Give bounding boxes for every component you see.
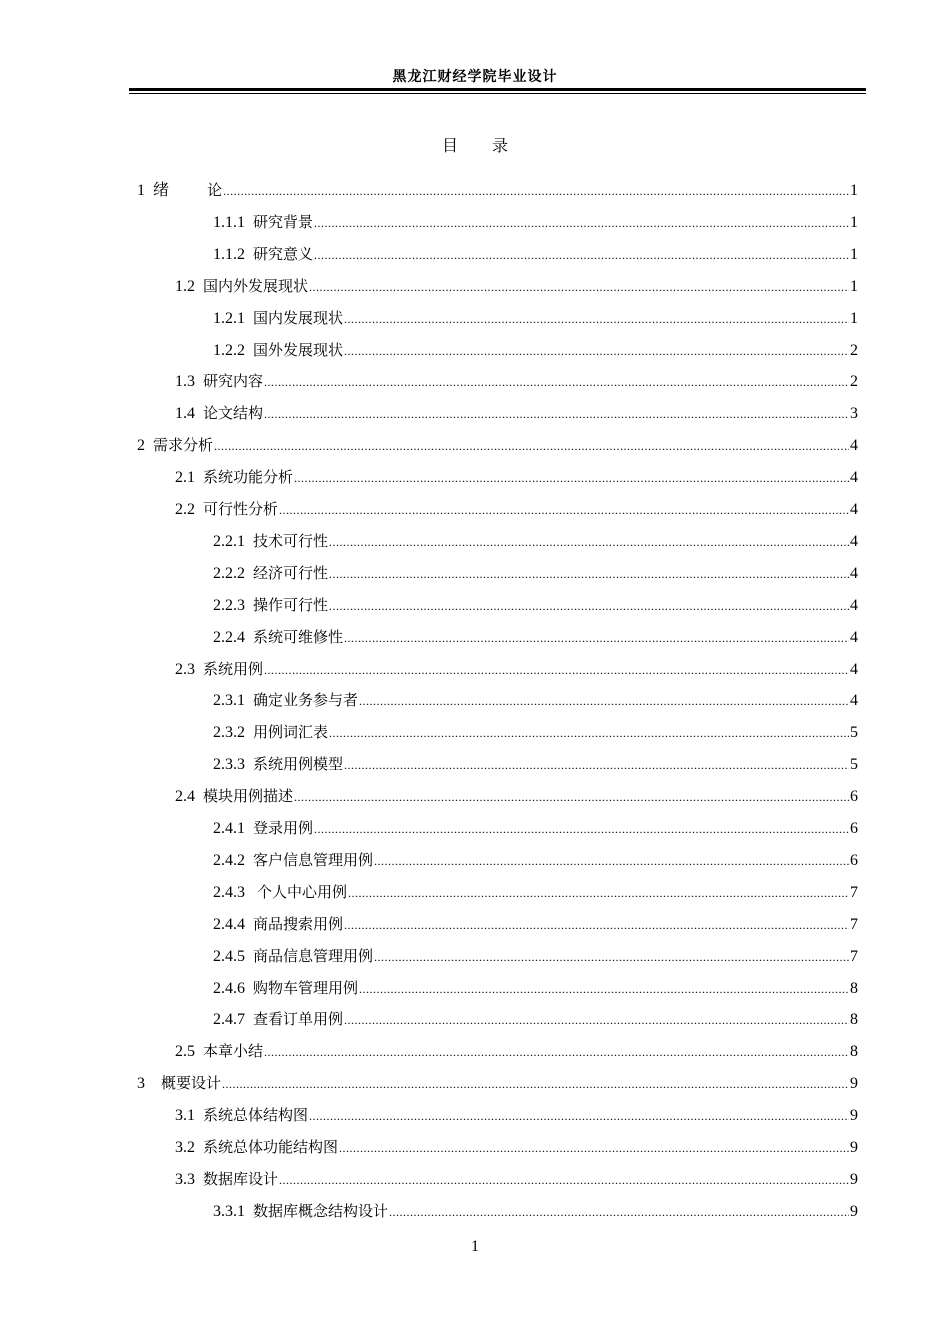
toc-entry-number: 1 绪 — [137, 182, 170, 199]
toc-entry-title: 购物车管理用例 — [253, 978, 359, 997]
toc-entry[interactable] — [175, 1103, 858, 1127]
toc-entry[interactable] — [213, 1007, 858, 1031]
toc-entry-number: 3.3.1 — [213, 1202, 253, 1220]
toc-entry-title: 操作可行性 — [253, 595, 329, 614]
toc-entry-title: 研究内容 — [203, 372, 264, 391]
toc-entry[interactable] — [175, 497, 858, 521]
toc-dot-leader — [344, 307, 849, 331]
toc-entry-page: 9 — [850, 1170, 858, 1188]
toc-dot-leader — [374, 849, 849, 873]
toc-dot-leader — [294, 466, 849, 490]
toc-entry-page: 7 — [850, 883, 858, 901]
toc-entry[interactable] — [213, 625, 858, 649]
toc-entry-title: 商品搜索用例 — [253, 914, 344, 933]
toc-entry-page: 5 — [850, 756, 858, 774]
toc-dot-leader — [279, 1168, 849, 1192]
toc-entry-title: 数据库设计 — [203, 1169, 279, 1188]
toc-entry-page: 4 — [850, 628, 858, 646]
toc-entry-number: 1.2.2 — [213, 341, 253, 359]
toc-entry-page: 9 — [850, 1075, 858, 1093]
toc-entry-number: 3 — [137, 1075, 161, 1093]
toc-entry-page: 1 — [850, 309, 858, 327]
toc-entry-title: 经济可行性 — [253, 563, 329, 582]
toc-entry-number: 2.4.6 — [213, 979, 253, 997]
toc-entry-title: 系统可维修性 — [253, 627, 344, 646]
toc-dot-leader — [329, 562, 849, 586]
toc-dot-leader — [264, 1040, 849, 1064]
toc-entry-page: 4 — [850, 532, 858, 550]
toc-entry-number: 2 — [137, 437, 153, 455]
toc-dot-leader — [359, 977, 849, 1001]
toc-entry-number: 2.4 — [175, 788, 203, 806]
toc-entry-title: 概要设计 — [161, 1074, 222, 1093]
toc-dot-leader — [374, 945, 849, 969]
toc-entry-number: 2.3 — [175, 660, 203, 678]
toc-entry[interactable] — [213, 688, 858, 712]
toc-entry-page: 4 — [850, 501, 858, 518]
toc-entry-number: 2.3.3 — [213, 756, 253, 774]
toc-entry[interactable] — [175, 1135, 858, 1159]
toc-entry-page: 9 — [850, 1107, 858, 1125]
toc-dot-leader — [344, 339, 849, 363]
toc-entry[interactable] — [213, 210, 858, 234]
toc-entry[interactable] — [213, 338, 858, 362]
toc-dot-leader — [329, 721, 849, 745]
toc-entry-title: 论 — [169, 181, 223, 199]
toc-entry-number: 2.4.7 — [213, 1011, 253, 1029]
toc-entry[interactable] — [213, 529, 858, 553]
toc-entry-page: 1 — [850, 245, 858, 263]
toc-entry-number: 2.2.1 — [213, 532, 253, 550]
toc-dot-leader — [264, 402, 849, 426]
toc-entry-page: 6 — [850, 851, 858, 869]
toc-entry-number: 1.2.1 — [213, 309, 253, 327]
toc-dot-leader — [344, 626, 849, 650]
toc-entry-page: 8 — [850, 1043, 858, 1061]
toc-entry-title: 系统用例 — [203, 659, 264, 678]
toc-dot-leader — [264, 370, 849, 394]
toc-entry[interactable] — [213, 1199, 858, 1223]
toc-entry-title: 系统用例模型 — [253, 755, 344, 774]
toc-entry-title: 本章小结 — [203, 1042, 264, 1061]
toc-entry-number: 1.2 — [175, 277, 203, 295]
toc-entry-page: 1 — [850, 277, 858, 295]
toc-entry-page: 4 — [850, 692, 858, 710]
toc-entry-number: 1.1.2 — [213, 245, 253, 263]
toc-entry-title: 用例词汇表 — [253, 723, 329, 742]
toc-dot-leader — [222, 1072, 849, 1096]
toc-entry-number: 2.2.4 — [213, 628, 253, 646]
toc-entry[interactable] — [213, 561, 858, 585]
toc-entry-page: 6 — [850, 820, 858, 837]
toc-entry[interactable] — [137, 178, 858, 202]
toc-entry-title: 系统总体结构图 — [203, 1106, 309, 1125]
toc-entry[interactable] — [175, 657, 858, 681]
toc-entry-number: 3.2 — [175, 1139, 203, 1156]
toc-entry-title: 研究背景 — [253, 212, 314, 231]
toc-entry-title: 可行性分析 — [203, 500, 279, 518]
toc-dot-leader — [294, 785, 849, 809]
toc-entry-title: 系统总体功能结构图 — [203, 1138, 339, 1156]
toc-title-right: 录 — [492, 136, 509, 155]
toc-entry-page: 1 — [850, 213, 858, 231]
toc-entry[interactable] — [213, 816, 858, 840]
toc-title-left: 目 — [441, 136, 458, 155]
toc-entry-title: 论文结构 — [203, 404, 264, 423]
toc-entry-number: 2.4.3 — [213, 883, 257, 901]
toc-entry-page: 4 — [850, 596, 858, 614]
toc-entry[interactable] — [213, 720, 858, 744]
toc-dot-leader — [214, 434, 849, 458]
toc-dot-leader — [359, 689, 849, 713]
toc-dot-leader — [344, 753, 849, 777]
toc-title — [0, 133, 950, 156]
toc-dot-leader — [329, 594, 849, 618]
toc-entry-page: 4 — [850, 564, 858, 582]
toc-entry-title: 需求分析 — [153, 436, 214, 455]
toc-entry[interactable] — [175, 1039, 858, 1063]
toc-entry[interactable] — [213, 944, 858, 968]
toc-dot-leader — [314, 243, 849, 267]
toc-entry-number: 3.1 — [175, 1107, 203, 1125]
toc-entry-page: 2 — [850, 373, 858, 391]
toc-entry-number: 2.3.2 — [213, 724, 253, 742]
toc-entry-number: 1.1.1 — [213, 213, 253, 231]
toc-entry-title: 查看订单用例 — [253, 1010, 344, 1029]
toc-entry-number: 2.3.1 — [213, 692, 253, 710]
toc-entry-number: 1.3 — [175, 373, 203, 391]
toc-entry-page: 4 — [850, 469, 858, 487]
toc-entry[interactable] — [213, 976, 858, 1000]
toc-entry[interactable] — [213, 242, 858, 266]
toc-entry-title: 登录用例 — [253, 819, 314, 837]
toc-dot-leader — [344, 913, 849, 937]
toc-entry[interactable] — [213, 848, 858, 872]
toc-entry-number: 2.4.1 — [213, 820, 253, 837]
toc-entry-title: 系统功能分析 — [203, 468, 294, 487]
page-number: 1 — [471, 1238, 479, 1255]
header-rule-thin — [129, 93, 866, 94]
toc-entry-page: 4 — [850, 437, 858, 455]
toc-dot-leader — [329, 530, 849, 554]
toc-entry-number: 2.4.2 — [213, 851, 253, 869]
toc-entry[interactable] — [137, 433, 858, 457]
toc-entry-page: 3 — [850, 405, 858, 423]
toc-entry-title: 国外发展现状 — [253, 340, 344, 359]
toc-entry[interactable] — [175, 369, 858, 393]
toc-entry-number: 2.4.5 — [213, 947, 253, 965]
header-rule-thick — [129, 88, 866, 91]
toc-dot-leader — [223, 179, 849, 203]
toc-entry[interactable] — [213, 306, 858, 330]
toc-dot-leader — [314, 817, 849, 841]
toc-entry[interactable] — [175, 1167, 858, 1191]
toc-dot-leader — [389, 1200, 849, 1224]
toc-entry-page: 8 — [850, 1011, 858, 1029]
toc-entry-title: 模块用例描述 — [203, 787, 294, 806]
toc-entry[interactable] — [175, 784, 858, 808]
toc-entry-title: 个人中心用例 — [257, 882, 348, 901]
toc-entry-number: 2.2 — [175, 501, 203, 518]
toc-entry[interactable] — [213, 880, 858, 904]
toc-entry-number: 2.5 — [175, 1043, 203, 1061]
toc-entry-title: 商品信息管理用例 — [253, 946, 374, 965]
toc-dot-leader — [344, 1008, 849, 1032]
toc-entry-page: 9 — [850, 1202, 858, 1220]
header-title: 黑龙江财经学院毕业设计 — [392, 69, 558, 85]
toc-entry-title: 客户信息管理用例 — [253, 850, 374, 869]
toc-entry[interactable] — [213, 752, 858, 776]
toc-dot-leader — [348, 881, 849, 905]
toc-entry-number: 2.4.4 — [213, 915, 253, 933]
toc-dot-leader — [264, 658, 849, 682]
toc-entry-title: 国内外发展现状 — [203, 276, 309, 295]
toc-entry-number: 3.3 — [175, 1170, 203, 1188]
toc-entry-page: 7 — [850, 947, 858, 965]
toc-entry[interactable] — [175, 401, 858, 425]
toc-dot-leader — [279, 498, 849, 522]
toc-entry-title: 确定业务参与者 — [253, 691, 359, 710]
toc-entry-number: 2.1 — [175, 469, 203, 487]
toc-entry[interactable] — [213, 593, 858, 617]
toc-entry-title: 国内发展现状 — [253, 308, 344, 327]
toc-dot-leader — [309, 1104, 849, 1128]
toc-entry-number: 2.2.2 — [213, 564, 253, 582]
toc-entry-title: 数据库概念结构设计 — [253, 1201, 389, 1220]
toc-entry[interactable] — [175, 465, 858, 489]
toc-entry[interactable] — [137, 1071, 858, 1095]
toc-entry-page: 9 — [850, 1139, 858, 1156]
toc-entry-page: 5 — [850, 724, 858, 742]
toc-entry[interactable] — [175, 274, 858, 298]
toc-entry-page: 2 — [850, 341, 858, 359]
toc-entry-page: 7 — [850, 915, 858, 933]
toc-dot-leader — [309, 275, 849, 299]
toc-dot-leader — [314, 211, 849, 235]
toc-dot-leader — [339, 1136, 849, 1160]
toc-entry-title: 研究意义 — [253, 244, 314, 263]
toc-entry-number: 1.4 — [175, 405, 203, 423]
toc-entry-number: 2.2.3 — [213, 596, 253, 614]
toc-entry-page: 1 — [850, 182, 858, 199]
toc-entry-page: 4 — [850, 660, 858, 678]
toc-entry-title: 技术可行性 — [253, 531, 329, 550]
toc-entry-page: 6 — [850, 788, 858, 806]
toc-entry[interactable] — [213, 912, 858, 936]
toc-entry-page: 8 — [850, 979, 858, 997]
